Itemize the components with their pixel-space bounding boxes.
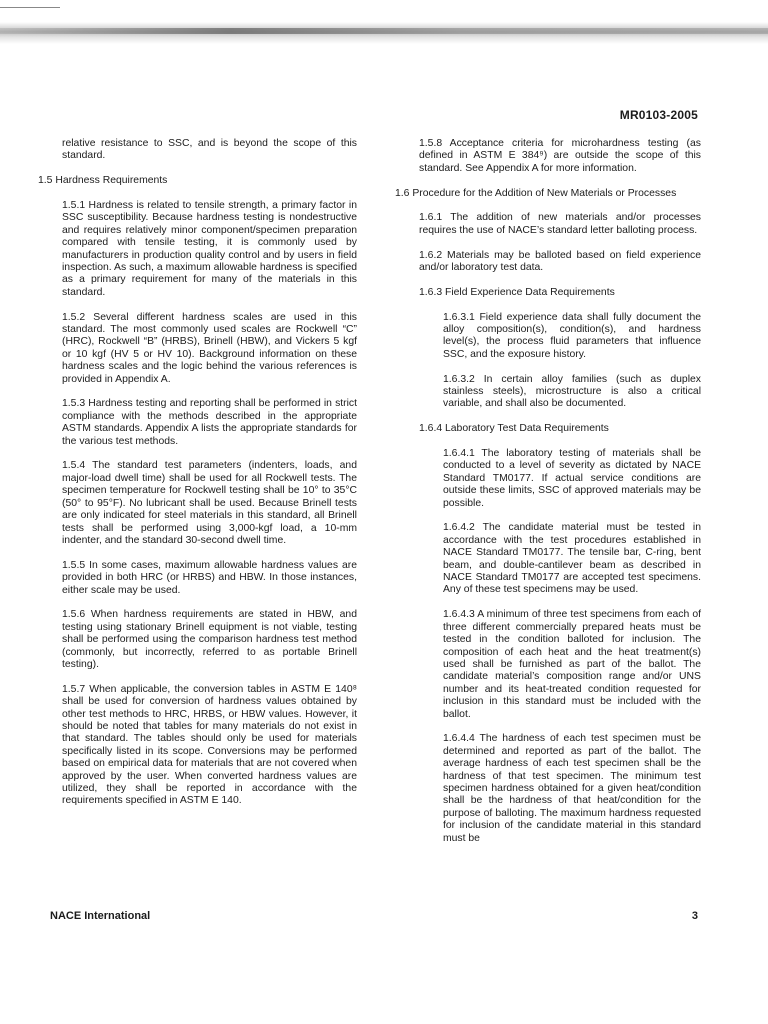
scan-artifact-band	[0, 22, 768, 44]
footer-publisher: NACE International	[50, 910, 151, 922]
paragraph: 1.5.3 Hardness testing and reporting shall be performed in strict compliance with the methods described in the appropriate ASTM standards. Appendix A lists the appropriate standards for the various test methods.	[62, 398, 357, 447]
paragraph: 1.5.5 In some cases, maximum allowable hardness values are provided in both HRC (or HRBS) and HBW. In those instances, either scale may be used.	[62, 559, 357, 596]
paragraph: 1.5.1 Hardness is related to tensile strength, a primary factor in SSC susceptibility. Because hardness testing is nondestructive and requires relatively minor component/specimen preparation compared with tensile testing, it is commonly used by manufacturers in production quality control and by users in field inspection. As such, a maximum allowable hardness is specified as a primary requirement for many of the materials in this standard.	[62, 200, 357, 298]
paragraph: 1.5 Hardness Requirements	[38, 175, 168, 187]
paragraph: relative resistance to SSC, and is beyond the scope of this standard.	[62, 138, 357, 162]
document-id: MR0103-2005	[619, 108, 698, 122]
paragraph: 1.6.4.1 The laboratory testing of materials shall be conducted to a level of severity as dictated by NACE Standard TM0177. If actual service conditions are outside these limits, SSC of approved materials may be possible.	[443, 448, 701, 509]
paragraph: 1.6.2 Materials may be balloted based on field experience and/or laboratory test data.	[419, 249, 701, 274]
paragraph: 1.6.4 Laboratory Test Data Requirements	[419, 423, 609, 435]
left-column	[38, 138, 357, 820]
paragraph: 1.6.3.1 Field experience data shall fully document the alloy composition(s), condition(s), and hardness level(s), the process fluid parameters that influence SSC, and the exposure history.	[443, 311, 701, 360]
paragraph: 1.6.3.2 In certain alloy families (such as duplex stainless steels), microstructure is also a critical variable, and shall also be documented.	[443, 373, 701, 410]
paragraph: 1.5.8 Acceptance criteria for microhardness testing (as defined in ASTM E 384⁹) are outside the scope of this standard. See Appendix A for more information.	[419, 138, 701, 174]
paragraph: 1.6.3 Field Experience Data Requirements	[419, 286, 615, 298]
paragraph: 1.5.7 When applicable, the conversion tables in ASTM E 140⁸ shall be used for conversion of hardness values obtained by other test methods to HRC, HRBS, or HBW values. However, it should be noted that tables for many materials do not exist in that standard. The tables should only be used for materials specifically listed in its scope. Conversions may be performed based on empirical data for materials that are not covered when approved by the user. When converted hardness values are utilized, they shall be reported in accordance with the requirements specified in ASTM E 140.	[62, 683, 357, 807]
paragraph: 1.6.4.3 A minimum of three test specimens from each of three different commercially prepared heats must be tested in the condition balloted for inclusion. The composition of each heat and the heat treatment(s) used shall be furnished as part of the ballot. The candidate material’s composition range and/or UNS number and its heat-treated condition requested for inclusion in this standard must be included with the ballot.	[443, 609, 701, 720]
paragraph: 1.6.4.2 The candidate material must be tested in accordance with the test procedures established in NACE Standard TM0177. The tensile bar, C-ring, bent beam, and double-cantilever beam as described in NACE Standard TM0177 are accepted test specimens. Any of these test specimens may be used.	[443, 522, 701, 596]
footer-page-number: 3	[691, 910, 698, 922]
scan-edge-line	[0, 7, 60, 8]
paragraph: 1.6 Procedure for the Addition of New Materials or Processes	[395, 187, 677, 199]
paragraph: 1.5.2 Several different hardness scales are used in this standard. The most commonly used scales are Rockwell “C” (HRC), Rockwell “B” (HRBS), Brinell (HBW), and Vickers 5 kgf or 10 kgf (HV 5 or HV 10). Background information on these hardness scales and the logic behind the various references is provided in Appendix A.	[62, 311, 357, 385]
right-column	[395, 138, 701, 857]
paragraph: 1.5.6 When hardness requirements are stated in HBW, and testing using stationary Brinell equipment is not viable, testing shall be performed using the comparison hardness test method (commonly, but incorrectly, referred to as portable Brinell testing).	[62, 609, 357, 670]
paragraph: 1.6.1 The addition of new materials and/or processes requires the use of NACE’s standard letter balloting process.	[419, 212, 701, 236]
paragraph: 1.5.4 The standard test parameters (indenters, loads, and major-load dwell time) shall be used for all Rockwell tests. The specimen temperature for Rockwell testing shall be 10° to 35°C (50° to 95°F). No lubricant shall be used. Because Brinell tests are only indicated for steel materials in this standard, all Brinell tests shall be performed using 3,000-kgf load, a 10-mm indenter, and the standard 30-second dwell time.	[62, 460, 357, 546]
paragraph: 1.6.4.4 The hardness of each test specimen must be determined and reported as part of the ballot. The average hardness of each test specimen shall be the hardness of that test specimen. The minimum test specimen hardness obtained for a given heat/condition shall be the hardness of that heat/condition for the purpose of balloting. The maximum hardness requested for inclusion of the candidate material in this standard must be	[443, 733, 701, 844]
